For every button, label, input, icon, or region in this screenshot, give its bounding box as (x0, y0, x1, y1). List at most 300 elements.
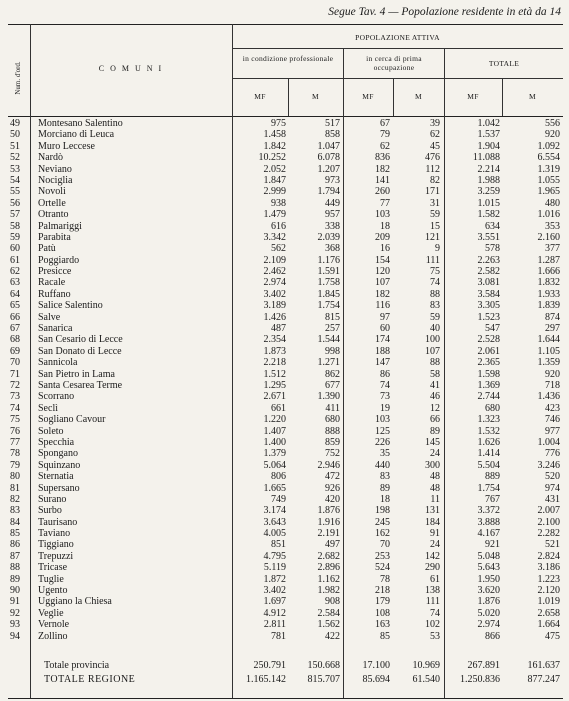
table-body (8, 118, 563, 642)
cell-value: 815.707 (307, 674, 340, 685)
comune-name: Veglie (38, 607, 64, 619)
cell-value: 1.042 (477, 118, 500, 129)
cell-value: 1.004 (537, 436, 560, 448)
cell-value: 1.220 (263, 414, 286, 426)
table-row (8, 426, 563, 437)
cell-value: 1.390 (317, 391, 340, 403)
cell-value: 61.540 (412, 674, 440, 685)
cell-value: 31 (430, 197, 440, 209)
cell-value: 5.048 (477, 550, 500, 562)
cell-value: 171 (425, 186, 440, 198)
comune-name: Ruffano (38, 288, 71, 300)
cell-value: 1.626 (477, 436, 500, 448)
row-number: 70 (10, 357, 20, 369)
cell-value: 9 (435, 243, 440, 255)
row-number: 50 (10, 129, 20, 141)
cell-value: 145 (425, 436, 440, 448)
cell-value: 2.282 (537, 528, 560, 540)
comune-name: Racale (38, 277, 66, 289)
cell-value: 5.504 (477, 459, 500, 471)
cell-value: 521 (545, 539, 560, 551)
row-number: 84 (10, 516, 20, 528)
cell-value: 3.305 (477, 300, 500, 312)
cell-value: 1.532 (477, 425, 500, 437)
cell-value: 5.643 (477, 562, 500, 574)
comune-name: Trepuzzi (38, 550, 74, 562)
cell-value: 24 (430, 448, 440, 460)
cell-value: 1.591 (317, 266, 340, 278)
comune-name: Supersano (38, 482, 80, 494)
cell-value: 85.694 (362, 674, 390, 685)
cell-value: 97 (380, 311, 390, 323)
cell-value: 138 (425, 585, 440, 597)
cell-value: 974 (545, 482, 560, 494)
cell-value: 3.081 (477, 277, 500, 289)
group-rule (232, 48, 563, 49)
comune-name: Otranto (38, 209, 69, 221)
cell-value: 102 (425, 619, 440, 631)
cell-value: 1.794 (317, 186, 340, 198)
comune-name: Presicce (38, 266, 72, 278)
page-header: Segue Tav. 4 — Popolazione residente in età da 14 (328, 6, 561, 18)
cell-value: 141 (375, 174, 390, 186)
comune-name: Nardò (38, 152, 63, 164)
comune-name: Specchia (38, 436, 75, 448)
row-number: 53 (10, 163, 20, 175)
cell-value: 253 (375, 550, 390, 562)
row-number: 93 (10, 619, 20, 631)
cell-value: 3.402 (263, 288, 286, 300)
cell-value: 1.055 (537, 174, 560, 186)
cell-value: 858 (325, 129, 340, 141)
comune-name: San Pietro in Lama (38, 368, 115, 380)
cell-value: 661 (271, 402, 286, 414)
cell-value: 48 (430, 471, 440, 483)
cell-value: 48 (430, 482, 440, 494)
cell-value: 634 (485, 220, 500, 232)
row-number: 56 (10, 197, 20, 209)
cell-value: 112 (425, 163, 440, 175)
cell-value: 4.795 (263, 550, 286, 562)
cell-value: 88 (430, 357, 440, 369)
cell-value: 3.584 (477, 288, 500, 300)
cell-value: 1.644 (537, 334, 560, 346)
cell-value: 859 (325, 436, 340, 448)
cell-value: 15 (430, 220, 440, 232)
cell-value: 5.064 (263, 459, 286, 471)
cell-value: 1.873 (263, 345, 286, 357)
cell-value: 3.189 (263, 300, 286, 312)
cell-value: 226 (375, 436, 390, 448)
cell-value: 2.214 (477, 163, 500, 175)
cell-value: 2.061 (477, 345, 500, 357)
cell-value: 353 (545, 220, 560, 232)
table-row (8, 209, 563, 220)
cell-value: 2.100 (537, 516, 560, 528)
cell-value: 2.039 (317, 231, 340, 243)
cell-value: 6.078 (317, 152, 340, 164)
cell-value: 3.402 (263, 585, 286, 597)
table-row (8, 539, 563, 550)
cell-value: 11 (430, 493, 440, 505)
cell-value: 1.019 (537, 596, 560, 608)
row-number: 85 (10, 528, 20, 540)
cell-value: 182 (375, 163, 390, 175)
cell-value: 120 (375, 266, 390, 278)
row-number: 82 (10, 493, 20, 505)
cell-value: 62 (380, 140, 390, 152)
cell-value: 89 (430, 425, 440, 437)
row-number: 77 (10, 436, 20, 448)
row-number: 60 (10, 243, 20, 255)
mf-header-3: MF (467, 92, 479, 101)
cell-value: 3.643 (263, 516, 286, 528)
cell-value: 578 (485, 243, 500, 255)
row-number: 86 (10, 539, 20, 551)
cell-value: 368 (325, 243, 340, 255)
comune-name: Palmariggi (38, 220, 82, 232)
cell-value: 921 (485, 539, 500, 551)
table-row (8, 414, 563, 425)
cell-value: 1.047 (317, 140, 340, 152)
cell-value: 267.891 (467, 660, 500, 671)
cell-value: 3.342 (263, 231, 286, 243)
cell-value: 1.876 (317, 505, 340, 517)
cell-value: 12 (430, 402, 440, 414)
cell-value: 179 (375, 596, 390, 608)
table-row (8, 391, 563, 402)
cell-value: 749 (271, 493, 286, 505)
comune-name: Sternatia (38, 471, 74, 483)
table-row (8, 300, 563, 311)
cell-value: 131 (425, 505, 440, 517)
table-row (8, 619, 563, 630)
comune-name: Vernole (38, 619, 70, 631)
cell-value: 18 (380, 493, 390, 505)
cell-value: 1.359 (537, 357, 560, 369)
cell-value: 1.537 (477, 129, 500, 141)
cell-value: 2.191 (317, 528, 340, 540)
cell-value: 767 (485, 493, 500, 505)
cell-value: 1.758 (317, 277, 340, 289)
cell-value: 2.528 (477, 334, 500, 346)
cell-value: 338 (325, 220, 340, 232)
cell-value: 1.323 (477, 414, 500, 426)
cell-value: 300 (425, 459, 440, 471)
cell-value: 5.119 (263, 562, 286, 574)
cell-value: 83 (380, 471, 390, 483)
row-number: 81 (10, 482, 20, 494)
cell-value: 1.162 (317, 573, 340, 585)
cell-value: 3.620 (477, 585, 500, 597)
cell-value: 2.007 (537, 505, 560, 517)
cell-value: 2.584 (317, 607, 340, 619)
table-row (8, 334, 563, 345)
cell-value: 524 (375, 562, 390, 574)
cell-value: 1.523 (477, 311, 500, 323)
cell-value: 40 (430, 323, 440, 335)
table-row (8, 551, 563, 562)
row-number: 58 (10, 220, 20, 232)
cell-value: 4.005 (263, 528, 286, 540)
cell-value: 2.365 (477, 357, 500, 369)
cell-value: 5.020 (477, 607, 500, 619)
row-number: 89 (10, 573, 20, 585)
table-row (8, 198, 563, 209)
cell-value: 2.160 (537, 231, 560, 243)
cell-value: 107 (425, 345, 440, 357)
cell-value: 2.120 (537, 585, 560, 597)
cell-value: 2.462 (263, 266, 286, 278)
table-row (8, 312, 563, 323)
cell-value: 3.888 (477, 516, 500, 528)
cell-value: 53 (430, 630, 440, 642)
cell-value: 18 (380, 220, 390, 232)
cell-value: 163 (375, 619, 390, 631)
cell-value: 1.582 (477, 209, 500, 221)
cell-value: 752 (325, 448, 340, 460)
cell-value: 411 (325, 402, 340, 414)
cell-value: 1.092 (537, 140, 560, 152)
cell-value: 250.791 (253, 660, 286, 671)
table-row (8, 505, 563, 516)
comune-name: Tiggiano (38, 539, 74, 551)
cell-value: 184 (425, 516, 440, 528)
table-row (8, 437, 563, 448)
cell-value: 973 (325, 174, 340, 186)
m-header-2: M (415, 92, 422, 101)
cell-value: 60 (380, 323, 390, 335)
cell-value: 45 (430, 140, 440, 152)
cell-value: 476 (425, 152, 440, 164)
comune-name: Spongano (38, 448, 78, 460)
table-row (8, 460, 563, 471)
cell-value: 1.512 (263, 368, 286, 380)
cell-value: 1.664 (537, 619, 560, 631)
cell-value: 1.426 (263, 311, 286, 323)
row-number: 52 (10, 152, 20, 164)
table-row (8, 380, 563, 391)
cell-value: 2.999 (263, 186, 286, 198)
row-number: 90 (10, 585, 20, 597)
cell-value: 86 (380, 368, 390, 380)
sub-header-condizione: in condizione professionale (242, 54, 334, 63)
row-number: 59 (10, 231, 20, 243)
cell-value: 422 (325, 630, 340, 642)
cell-value: 107 (375, 277, 390, 289)
cell-value: 2.658 (537, 607, 560, 619)
cell-value: 449 (325, 197, 340, 209)
cell-value: 245 (375, 516, 390, 528)
row-number: 76 (10, 425, 20, 437)
cell-value: 1.479 (263, 209, 286, 221)
comune-name: Sanarica (38, 323, 73, 335)
cell-value: 1.933 (537, 288, 560, 300)
cell-value: 142 (425, 550, 440, 562)
totale-regione-row (8, 674, 563, 686)
cell-value: 1.165.142 (246, 674, 286, 685)
cell-value: 2.824 (537, 550, 560, 562)
cell-value: 70 (380, 539, 390, 551)
cell-value: 6.554 (537, 152, 560, 164)
cell-value: 297 (545, 323, 560, 335)
cell-value: 35 (380, 448, 390, 460)
comune-name: Parabita (38, 231, 71, 243)
row-number: 65 (10, 300, 20, 312)
cell-value: 198 (375, 505, 390, 517)
cell-value: 1.832 (537, 277, 560, 289)
row-number: 83 (10, 505, 20, 517)
cell-value: 926 (325, 482, 340, 494)
cell-value: 10.969 (412, 660, 440, 671)
cell-value: 111 (425, 596, 440, 608)
cell-value: 677 (325, 379, 340, 391)
comune-name: Montesano Salentino (38, 118, 123, 129)
table-row (8, 141, 563, 152)
cell-value: 718 (545, 379, 560, 391)
cell-value: 1.271 (317, 357, 340, 369)
cell-value: 938 (271, 197, 286, 209)
row-number: 51 (10, 140, 20, 152)
top-rule (8, 24, 563, 25)
comune-name: Ugento (38, 585, 68, 597)
cell-value: 74 (430, 607, 440, 619)
table-row (8, 471, 563, 482)
bottom-rule (8, 698, 563, 699)
row-number: 66 (10, 311, 20, 323)
cell-value: 39 (430, 118, 440, 129)
comune-name: San Donato di Lecce (38, 345, 122, 357)
row-number: 71 (10, 368, 20, 380)
cell-value: 1.842 (263, 140, 286, 152)
cell-value: 1.754 (477, 482, 500, 494)
sub-header-cerca: in cerca di prima occupazione (366, 54, 422, 72)
cell-value: 1.105 (537, 345, 560, 357)
comune-name: Seclì (38, 402, 58, 414)
table-row (8, 243, 563, 254)
cell-value: 2.582 (477, 266, 500, 278)
table-row (8, 448, 563, 459)
cell-value: 2.109 (263, 254, 286, 266)
cell-value: 88 (430, 288, 440, 300)
cell-value: 1.872 (263, 573, 286, 585)
comune-name: Zollino (38, 630, 68, 642)
cell-value: 3.551 (477, 231, 500, 243)
cell-value: 1.754 (317, 300, 340, 312)
table-row (8, 118, 563, 129)
row-number: 73 (10, 391, 20, 403)
mf-header-1: MF (254, 92, 266, 101)
cell-value: 1.250.836 (460, 674, 500, 685)
cell-value: 218 (375, 585, 390, 597)
cell-value: 154 (375, 254, 390, 266)
cell-value: 74 (430, 277, 440, 289)
cell-value: 1.544 (317, 334, 340, 346)
cell-value: 1.965 (537, 186, 560, 198)
table-row (8, 186, 563, 197)
cell-value: 182 (375, 288, 390, 300)
table-row (8, 483, 563, 494)
comune-name: Nociglia (38, 174, 73, 186)
cell-value: 121 (425, 231, 440, 243)
row-number: 88 (10, 562, 20, 574)
cell-value: 1.016 (537, 209, 560, 221)
cell-value: 431 (545, 493, 560, 505)
cell-value: 866 (485, 630, 500, 642)
cell-value: 1.666 (537, 266, 560, 278)
cell-value: 103 (375, 209, 390, 221)
cell-value: 920 (545, 368, 560, 380)
comune-name: Uggiano la Chiesa (38, 596, 112, 608)
table-row (8, 369, 563, 380)
cell-value: 174 (375, 334, 390, 346)
table-row (8, 221, 563, 232)
comune-name: Ortelle (38, 197, 66, 209)
cell-value: 1.845 (317, 288, 340, 300)
cell-value: 781 (271, 630, 286, 642)
cell-value: 1.847 (263, 174, 286, 186)
cell-value: 2.974 (263, 277, 286, 289)
cell-value: 874 (545, 311, 560, 323)
cell-value: 19 (380, 402, 390, 414)
cell-value: 2.896 (317, 562, 340, 574)
row-number: 61 (10, 254, 20, 266)
comune-name: Taviano (38, 528, 71, 540)
cell-value: 877.247 (527, 674, 560, 685)
row-number: 49 (10, 118, 20, 129)
cell-value: 420 (325, 493, 340, 505)
row-number: 79 (10, 459, 20, 471)
cell-value: 2.671 (263, 391, 286, 403)
cell-value: 257 (325, 323, 340, 335)
header-bottom-rule (8, 116, 563, 117)
cell-value: 2.974 (477, 619, 500, 631)
cell-value: 1.176 (317, 254, 340, 266)
cell-value: 2.811 (263, 619, 286, 631)
cell-value: 290 (425, 562, 440, 574)
cell-value: 776 (545, 448, 560, 460)
cell-value: 1.458 (263, 129, 286, 141)
comune-name: Soleto (38, 425, 64, 437)
cell-value: 957 (325, 209, 340, 221)
cell-value: 59 (430, 311, 440, 323)
cell-value: 41 (430, 379, 440, 391)
table-row (8, 562, 563, 573)
cell-value: 1.319 (537, 163, 560, 175)
cell-value: 79 (380, 129, 390, 141)
cell-value: 125 (375, 425, 390, 437)
totale-provincia-label: Totale provincia (44, 660, 110, 671)
table-row (8, 403, 563, 414)
row-number: 94 (10, 630, 20, 642)
row-number: 63 (10, 277, 20, 289)
cell-value: 1.407 (263, 425, 286, 437)
cell-value: 975 (271, 118, 286, 129)
table-row (8, 631, 563, 642)
cell-value: 103 (375, 414, 390, 426)
cell-value: 480 (545, 197, 560, 209)
cell-value: 680 (485, 402, 500, 414)
table-row (8, 517, 563, 528)
cell-value: 1.904 (477, 140, 500, 152)
cell-value: 1.223 (537, 573, 560, 585)
cell-value: 108 (375, 607, 390, 619)
cell-value: 472 (325, 471, 340, 483)
table-row (8, 608, 563, 619)
cell-value: 1.982 (317, 585, 340, 597)
row-number: 78 (10, 448, 20, 460)
totale-regione-label: TOTALE REGIONE (44, 674, 136, 685)
